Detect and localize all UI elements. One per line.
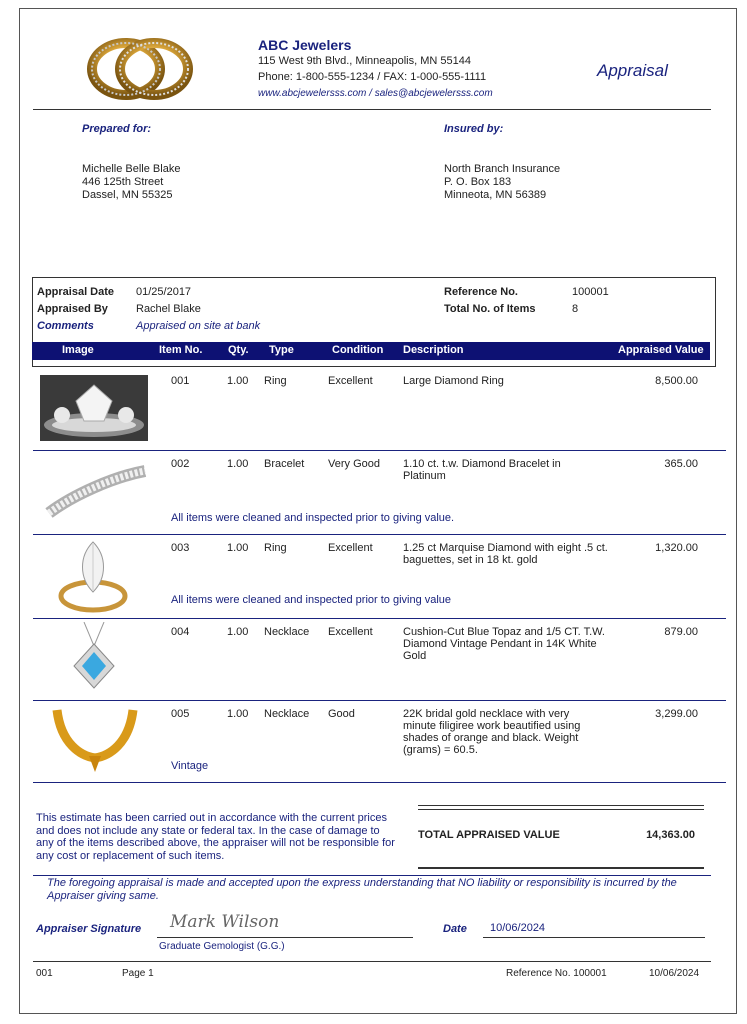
table-row bbox=[33, 535, 726, 619]
item-note: Vintage bbox=[171, 760, 209, 772]
diamond-ring-image bbox=[40, 375, 148, 441]
signature-line bbox=[157, 937, 413, 938]
item-no: 001 bbox=[171, 375, 190, 387]
signature-label: Appraiser Signature bbox=[36, 923, 142, 935]
table-header bbox=[32, 342, 710, 360]
th-description: Description bbox=[403, 344, 464, 356]
qty: 1.00 bbox=[227, 542, 249, 554]
company-name: ABC Jewelers bbox=[258, 37, 352, 53]
topaz-pendant-image bbox=[66, 622, 122, 698]
insured-by-city: Minneota, MN 56389 bbox=[444, 189, 547, 201]
footer-page: Page 1 bbox=[122, 968, 154, 979]
table-row bbox=[33, 365, 726, 451]
qty: 1.00 bbox=[227, 626, 249, 638]
appraised-value: 8,500.00 bbox=[655, 375, 698, 387]
qty: 1.00 bbox=[227, 375, 249, 387]
gold-necklace-image bbox=[51, 704, 139, 778]
item-no: 004 bbox=[171, 626, 190, 638]
total-items-value: 8 bbox=[572, 303, 579, 315]
total-label: TOTAL APPRAISED VALUE bbox=[418, 829, 560, 841]
comments-value: Appraised on site at bank bbox=[136, 320, 261, 332]
condition: Excellent bbox=[328, 542, 373, 554]
signature-date: 10/06/2024 bbox=[490, 922, 546, 934]
type: Ring bbox=[264, 375, 287, 387]
total-top-line bbox=[418, 805, 704, 806]
liability-text: The foregoing appraisal is made and accepted upon the express understanding that NO liability or responsibility is incurred by the Appraiser giving same. bbox=[47, 877, 677, 902]
th-image: Image bbox=[62, 344, 94, 356]
diamond-bracelet-image bbox=[43, 459, 149, 527]
header-divider bbox=[33, 109, 711, 110]
item-note: All items were cleaned and inspected prior to giving value bbox=[171, 594, 452, 606]
signature-handwriting: Mark Wilson bbox=[170, 912, 280, 932]
appraisal-date-label: Appraisal Date bbox=[37, 286, 115, 298]
reference-value: 100001 bbox=[572, 286, 609, 298]
signature-title: Graduate Gemologist (G.G.) bbox=[159, 941, 285, 952]
total-items-label: Total No. of Items bbox=[444, 303, 536, 315]
comments-label: Comments bbox=[37, 320, 94, 332]
footer-left: 001 bbox=[36, 968, 53, 979]
type: Necklace bbox=[264, 626, 310, 638]
th-condition: Condition bbox=[332, 344, 384, 356]
appraisal-date-value: 01/25/2017 bbox=[136, 286, 192, 298]
prepared-for-street: 446 125th Street bbox=[82, 176, 164, 188]
prepared-for-name: Michelle Belle Blake bbox=[82, 163, 181, 175]
item-no: 003 bbox=[171, 542, 190, 554]
footer-ref: Reference No. 100001 bbox=[506, 968, 607, 979]
appraisal-page bbox=[19, 8, 737, 1014]
total-bottom-line bbox=[418, 867, 704, 869]
company-address: 115 West 9th Blvd., Minneapolis, MN 55144 bbox=[258, 55, 471, 67]
condition: Excellent bbox=[328, 626, 373, 638]
appraised-value: 365.00 bbox=[664, 458, 698, 470]
appraised-by-label: Appraised By bbox=[37, 303, 108, 315]
description: 22K bridal gold necklace with very minute filigiree work beautified using shades of orange and black. Weight (grams) = 60.5. bbox=[403, 708, 581, 756]
marquise-ring-image bbox=[51, 540, 135, 614]
condition: Very Good bbox=[328, 458, 380, 470]
total-top-line-2 bbox=[418, 809, 704, 810]
type: Bracelet bbox=[264, 458, 305, 470]
qty: 1.00 bbox=[227, 458, 249, 470]
appraised-value: 1,320.00 bbox=[655, 542, 698, 554]
appraised-by-value: Rachel Blake bbox=[136, 303, 201, 315]
footer-date: 10/06/2024 bbox=[649, 968, 700, 979]
company-phone: Phone: 1-800-555-1234 / FAX: 1-000-555-1111 bbox=[258, 71, 487, 83]
insured-by-name: North Branch Insurance bbox=[444, 163, 561, 175]
item-note: All items were cleaned and inspected prior to giving value. bbox=[171, 512, 455, 524]
condition: Good bbox=[328, 708, 355, 720]
appraised-value: 879.00 bbox=[664, 626, 698, 638]
type: Ring bbox=[264, 542, 287, 554]
item-no: 005 bbox=[171, 708, 190, 720]
total-value: 14,363.00 bbox=[646, 829, 695, 841]
company-web[interactable]: www.abcjewelersss.com / sales@abcjewelersss.com bbox=[258, 88, 493, 99]
prepared-for-label: Prepared for: bbox=[82, 123, 152, 135]
prepared-for-block bbox=[82, 163, 180, 202]
qty: 1.00 bbox=[227, 708, 249, 720]
insured-by-street: P. O. Box 183 bbox=[444, 176, 512, 188]
th-qty: Qty. bbox=[228, 344, 249, 356]
item-no: 002 bbox=[171, 458, 190, 470]
description: 1.10 ct. t.w. Diamond Bracelet in Platinum bbox=[403, 458, 561, 482]
liability-divider bbox=[33, 875, 711, 876]
table-row bbox=[33, 451, 726, 535]
th-type: Type bbox=[269, 344, 294, 356]
th-appraised-value: Appraised Value bbox=[618, 344, 704, 356]
insured-by-label: Insured by: bbox=[444, 123, 504, 135]
description: Large Diamond Ring bbox=[403, 375, 504, 387]
appraised-value: 3,299.00 bbox=[655, 708, 698, 720]
date-label: Date bbox=[443, 923, 467, 935]
condition: Excellent bbox=[328, 375, 373, 387]
description: Cushion-Cut Blue Topaz and 1/5 CT. T.W. Diamond Vintage Pendant in 14K White Gold bbox=[403, 626, 605, 662]
disclaimer-text: This estimate has been carried out in accordance with the current prices and does not include any state or federal tax. In the case of damage to any of the items described above, the appraiser will not be responsible for any cost or replacement of such items. bbox=[36, 812, 395, 862]
th-item-no: Item No. bbox=[159, 344, 203, 356]
insured-by-block bbox=[444, 163, 560, 202]
type: Necklace bbox=[264, 708, 310, 720]
date-line bbox=[483, 937, 705, 938]
table-row bbox=[33, 701, 726, 783]
prepared-for-city: Dassel, MN 55325 bbox=[82, 189, 173, 201]
table-row bbox=[33, 619, 726, 701]
doc-title: Appraisal bbox=[597, 61, 668, 80]
reference-label: Reference No. bbox=[444, 286, 518, 298]
rings-logo bbox=[86, 35, 194, 101]
description: 1.25 ct Marquise Diamond with eight .5 ct. baguettes, set in 18 kt. gold bbox=[403, 542, 608, 566]
footer-divider bbox=[33, 961, 711, 962]
